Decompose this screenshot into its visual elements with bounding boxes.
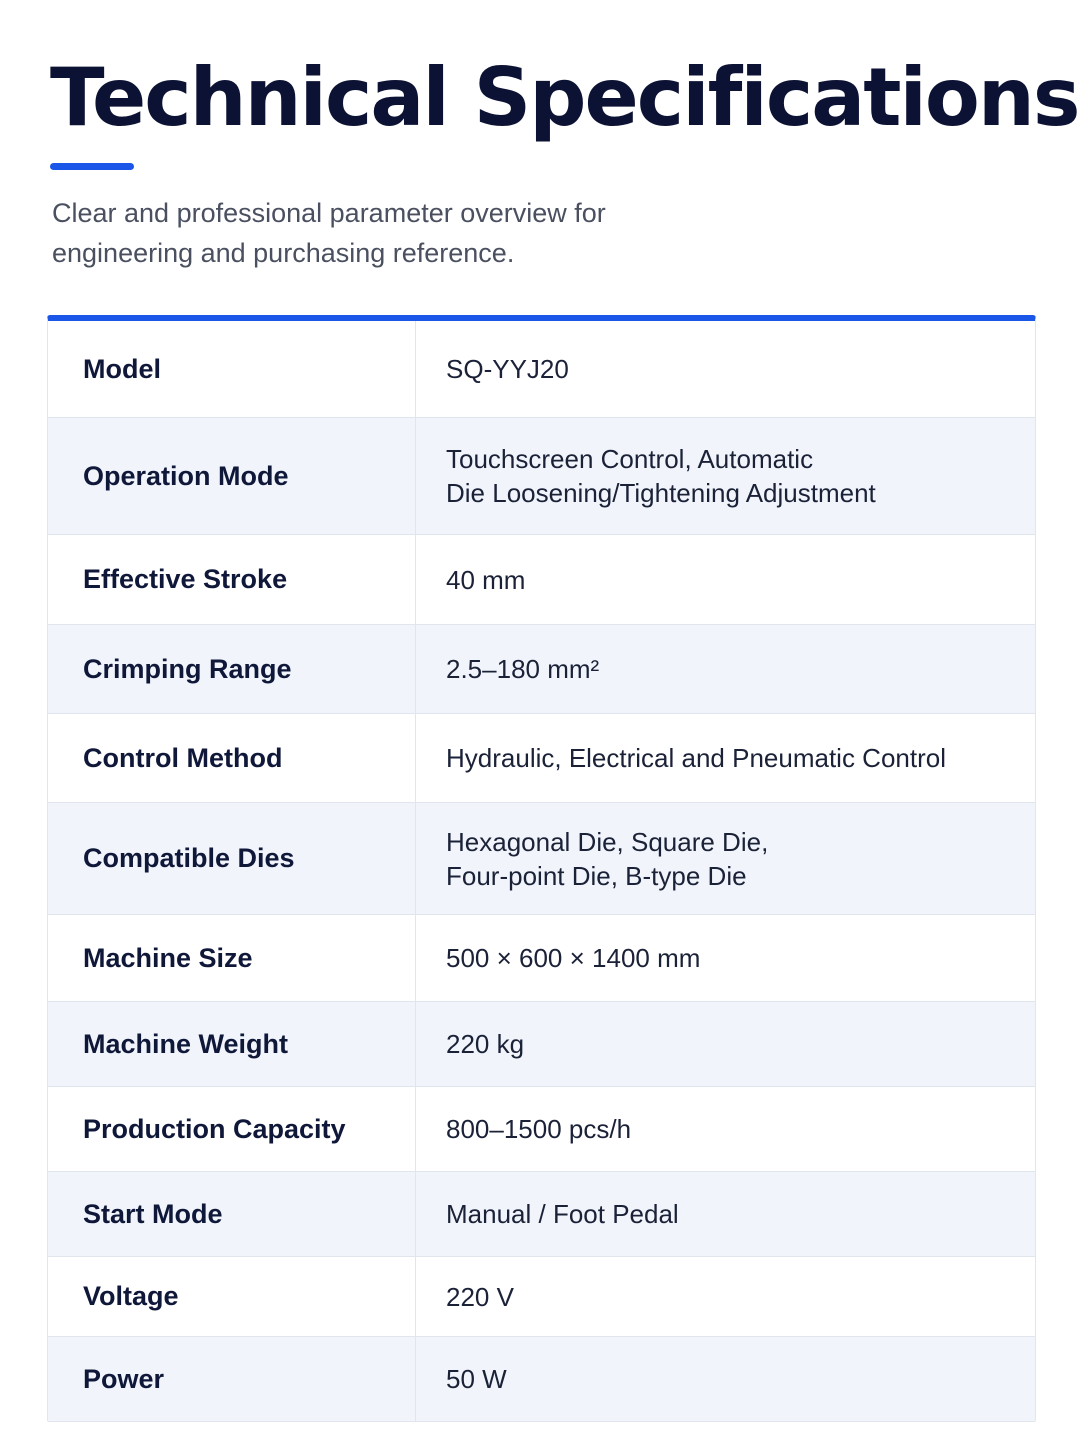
spec-value: [416, 915, 1035, 1001]
spec-row-effective-stroke: [48, 535, 1035, 625]
spec-value: [416, 321, 1035, 417]
spec-value-line: 800–1500 pcs/h: [446, 1114, 632, 1144]
spec-value-line: 500 × 600 × 1400 mm: [446, 943, 701, 973]
spec-label: Machine Weight: [48, 1002, 416, 1086]
spec-label: Machine Size: [48, 915, 416, 1001]
spec-row-compatible-dies: [48, 803, 1035, 915]
spec-label: Model: [48, 321, 416, 417]
spec-row-crimping-range: [48, 625, 1035, 714]
spec-value: [416, 714, 1035, 802]
spec-label: Power: [48, 1337, 416, 1421]
spec-label: Crimping Range: [48, 625, 416, 713]
spec-row-model: [48, 321, 1035, 418]
spec-label: Start Mode: [48, 1172, 416, 1256]
spec-value: [416, 625, 1035, 713]
spec-value-line: Hexagonal Die, Square Die,: [446, 826, 769, 857]
spec-value-line: Touchscreen Control, Automatic: [446, 444, 814, 474]
spec-value: [416, 535, 1035, 624]
spec-row-voltage: [48, 1257, 1035, 1337]
spec-table: [47, 315, 1036, 1422]
spec-value-line: Die Loosening/Tightening Adjustment: [446, 478, 876, 508]
spec-label: Operation Mode: [48, 418, 416, 534]
spec-value-line: Four-point Die, B-type Die: [446, 860, 747, 891]
spec-value: [416, 1257, 1035, 1336]
spec-value: [416, 1087, 1035, 1171]
spec-row-production-capacity: [48, 1087, 1035, 1172]
spec-value: [416, 1337, 1035, 1421]
spec-value-line: 220 V: [446, 1281, 514, 1312]
page-subtitle: [52, 193, 692, 273]
spec-row-control-method: [48, 714, 1035, 803]
spec-row-power: [48, 1337, 1035, 1421]
spec-row-start-mode: [48, 1172, 1035, 1257]
spec-value-line: 2.5–180 mm²: [446, 654, 600, 684]
title-accent-bar: [50, 163, 134, 170]
spec-value-line: Hydraulic, Electrical and Pneumatic Control: [446, 743, 946, 773]
spec-value: [416, 803, 1035, 914]
spec-row-machine-size: [48, 915, 1035, 1002]
subtitle-line: engineering and purchasing reference.: [52, 238, 515, 268]
spec-label: Production Capacity: [48, 1087, 416, 1171]
page-title: Technical Specifications: [50, 51, 1079, 144]
spec-label: Compatible Dies: [48, 803, 416, 914]
spec-value: [416, 1002, 1035, 1086]
subtitle-line: Clear and professional parameter overview for: [52, 198, 606, 228]
spec-value: [416, 418, 1035, 534]
spec-value-line: 40 mm: [446, 564, 526, 595]
spec-label: Voltage: [48, 1257, 416, 1336]
spec-value: [416, 1172, 1035, 1256]
spec-row-machine-weight: [48, 1002, 1035, 1087]
spec-label: Effective Stroke: [48, 535, 416, 624]
spec-label: Control Method: [48, 714, 416, 802]
spec-value-line: 50 W: [446, 1364, 507, 1394]
spec-row-operation-mode: [48, 418, 1035, 535]
spec-value-line: 220 kg: [446, 1029, 525, 1059]
spec-value-line: Manual / Foot Pedal: [446, 1199, 679, 1229]
spec-value-line: SQ-YYJ20: [446, 354, 569, 384]
